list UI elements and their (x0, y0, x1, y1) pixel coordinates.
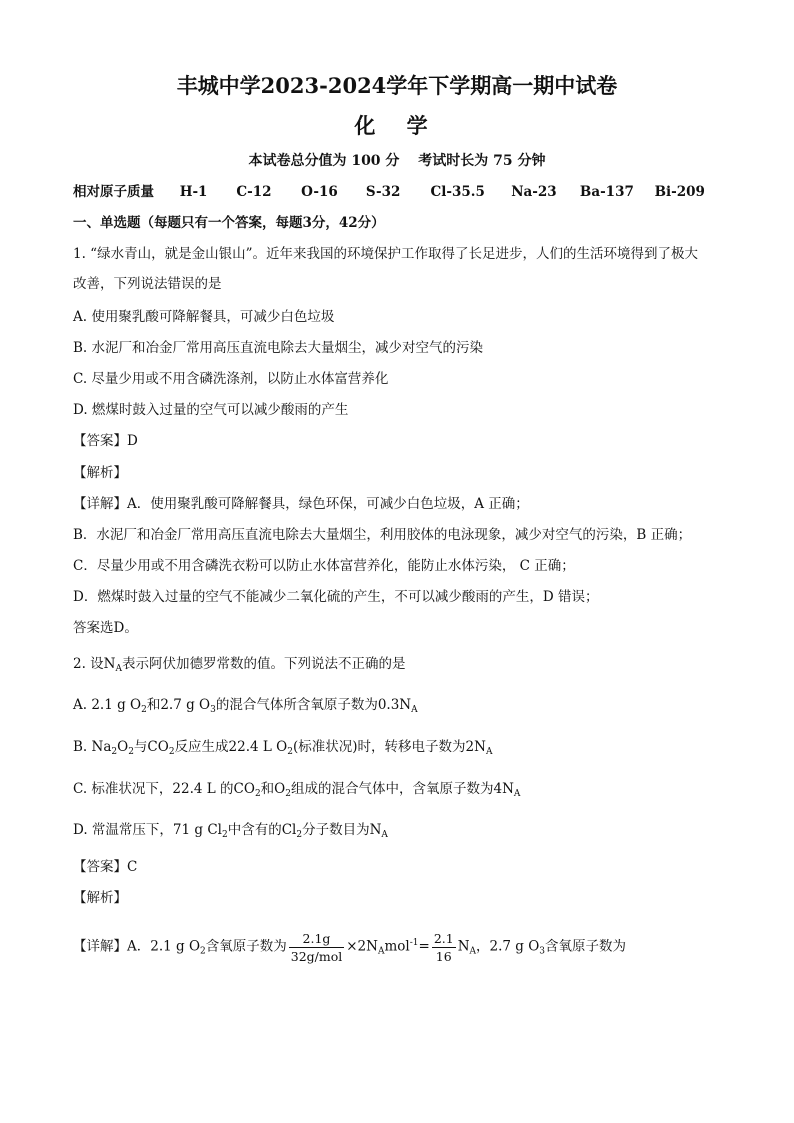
fraction-result: $\frac{2.1}{16}$ (433, 930, 454, 964)
q1-option-c: C. 尽量少用或不用含磷洗涤剂，以防止水体富营养化 (73, 371, 389, 387)
q2-analysis-label: 【解析】 (73, 890, 127, 906)
q1-answer: 【答案】D (73, 433, 138, 449)
fraction-mass-over-molar: $\frac{2.1g}{\text{32g/mol}}$ (290, 930, 343, 964)
atomic-mass-item: C-12 (236, 184, 272, 200)
q1-analysis-label: 【解析】 (73, 465, 127, 481)
q1-conclusion: 答案选D。 (73, 620, 138, 636)
q2-detail-a: 【详解】A．2.1 g $O_2$含氧原子数为 $\frac{2.1g}{\text{32g/mol}}$ $\times 2N_Amol^{-1}=$ $\frac{2.1}{16}$ $N_A$，2.7 g $O_3$含氧原子数为 (73, 930, 627, 964)
exam-info: 本试卷总分值为 100 分 考试时长为 75 分钟 (248, 153, 546, 169)
atomic-mass-row (73, 182, 705, 202)
q1-detail-c: C．尽量少用或不用含磷洗衣粉可以防止水体富营养化，能防止水体污染， C 正确； (73, 558, 575, 574)
q1-stem-line1: 1. “绿水青山，就是金山银山”。近年来我国的环境保护工作取得了长足进步，人们的生活环境得到了极大 (73, 246, 698, 262)
exam-title: 丰城中学2023-2024学年下学期高一期中试卷 (176, 73, 618, 98)
q2-option-b: B. $Na_2O_2$与$CO_2$反应生成22.4 L $O_2$(标准状况)时，转移电子数为$2N_A$ (73, 739, 493, 757)
q1-option-b: B. 水泥厂和冶金厂常用高压直流电除去大量烟尘，减少对空气的污染 (73, 340, 484, 356)
q1-detail-d: D．燃煤时鼓入过量的空气不能减少二氧化硫的产生，不可以减少酸雨的产生，D 错误； (73, 589, 599, 605)
q2-option-d: D. 常温常压下，71 g $Cl_2$中含有的$Cl_2$分子数目为$N_A$ (73, 822, 388, 840)
atomic-mass-label: 相对原子质量 (73, 184, 154, 200)
atomic-mass-item: Bi-209 (654, 184, 705, 200)
q2-option-c: C. 标准状况下，22.4 L 的$CO_2$和$O_2$组成的混合气体中，含氧原子数为$4N_A$ (73, 781, 521, 799)
atomic-mass-item: Ba-137 (579, 184, 634, 200)
q1-stem-line2: 改善，下列说法错误的是 (73, 276, 222, 292)
atomic-mass-item: S-32 (365, 184, 401, 200)
q1-detail-a: 【详解】A．使用聚乳酸可降解餐具，绿色环保，可减少白色垃圾，A 正确； (73, 496, 529, 512)
q1-detail-b: B．水泥厂和冶金厂常用高压直流电除去大量烟尘，利用胶体的电泳现象，减少对空气的污染，B 正确； (73, 527, 692, 543)
q2-option-a: A. 2.1 g $O_2$和2.7 g $O_3$的混合气体所含氧原子数为$0.3N_A$ (73, 697, 418, 715)
atomic-mass-item: H-1 (179, 184, 208, 200)
subject-title: 化 学 (354, 113, 440, 138)
q2-answer: 【答案】C (73, 859, 138, 875)
section-title: 一、单选题（每题只有一个答案，每题3分，42分） (73, 215, 385, 231)
atomic-mass-item: Cl-35.5 (430, 184, 485, 200)
q1-option-a: A. 使用聚乳酸可降解餐具，可减少白色垃圾 (73, 309, 335, 325)
q1-option-d: D. 燃煤时鼓入过量的空气可以减少酸雨的产生 (73, 402, 349, 418)
atomic-mass-item: Na-23 (511, 184, 557, 200)
atomic-mass-item: O-16 (301, 184, 338, 200)
q2-stem: 2. 设$N_A$表示阿伏加德罗常数的值。下列说法不正确的是 (73, 656, 406, 674)
